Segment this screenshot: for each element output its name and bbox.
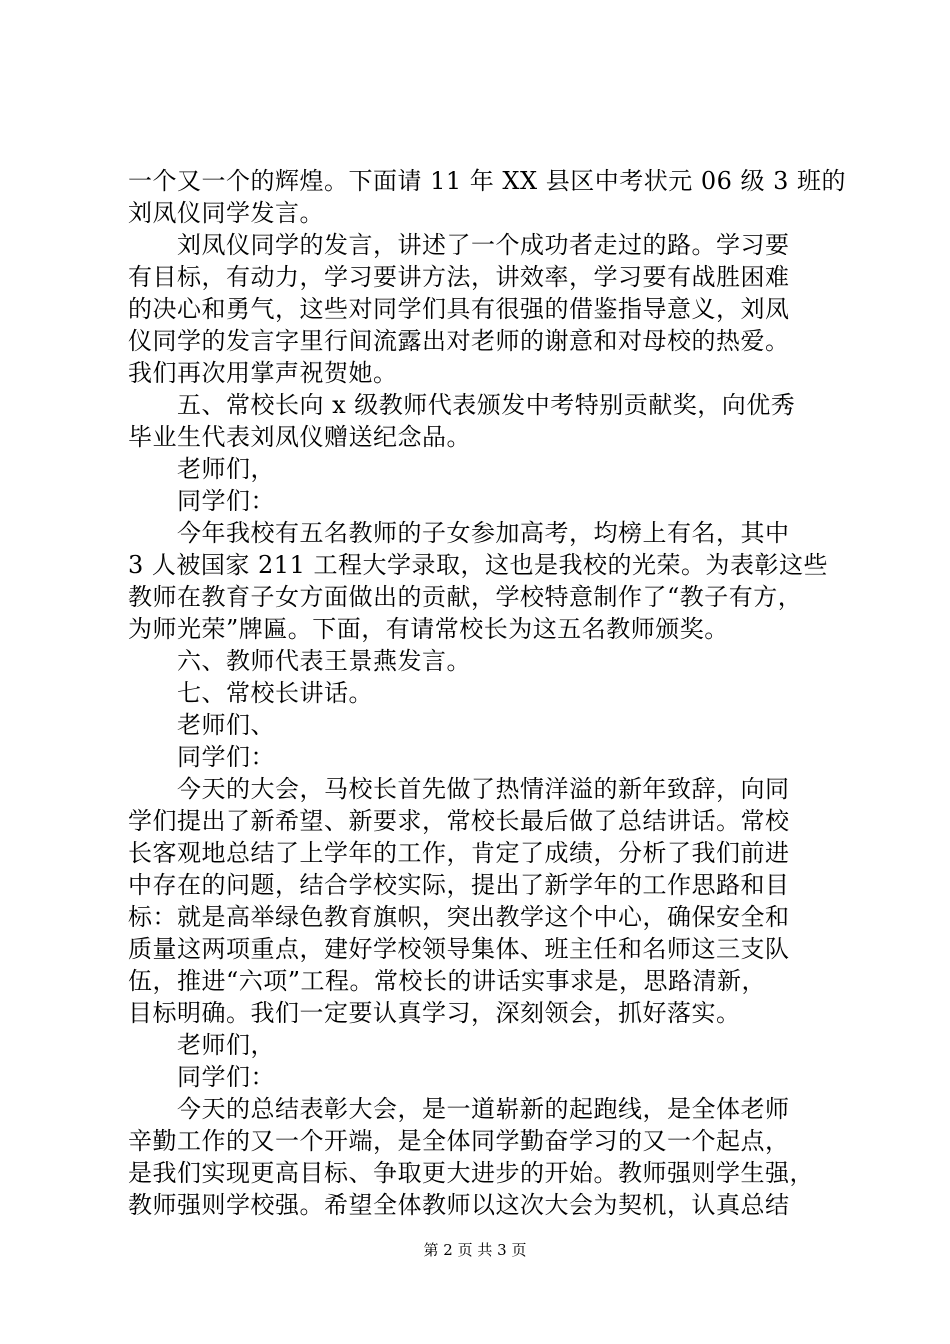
text-line: 质量这两项重点，建好学校领导集体、班主任和名师这三支队	[128, 935, 790, 963]
text-line: 仪同学的发言字里行间流露出对老师的谢意和对母校的热爱。	[128, 327, 790, 355]
text-line: 有目标，有动力，学习要讲方法，讲效率，学习要有战胜困难	[128, 263, 790, 291]
body-text	[128, 165, 847, 1221]
text-line: 今天的总结表彰大会，是一道崭新的起跑线，是全体老师	[128, 1095, 790, 1123]
text-line: 3 人被国家 211 工程大学录取，这也是我校的光荣。为表彰这些	[128, 551, 828, 579]
text-line: 今年我校有五名教师的子女参加高考，均榜上有名，其中	[128, 519, 790, 547]
text-line: 的决心和勇气，这些对同学们具有很强的借鉴指导意义，刘凤	[128, 295, 790, 323]
text-line: 伍，推进“六项”工程。常校长的讲话实事求是，思路清新，	[128, 967, 767, 995]
text-line: 七、常校长讲话。	[128, 679, 373, 707]
text-line: 是我们实现更高目标、争取更大进步的开始。教师强则学生强，	[128, 1159, 814, 1187]
text-line: 老师们，	[128, 1031, 275, 1059]
text-line: 辛勤工作的又一个开端，是全体同学勤奋学习的又一个起点，	[128, 1127, 790, 1155]
text-line: 学们提出了新希望、新要求，常校长最后做了总结讲话。常校	[128, 807, 790, 835]
text-line: 刘凤仪同学发言。	[128, 199, 324, 227]
text-line: 中存在的问题，结合学校实际，提出了新学年的工作思路和目	[128, 871, 790, 899]
text-line: 今天的大会，马校长首先做了热情洋溢的新年致辞，向同	[128, 775, 790, 803]
text-line: 目标明确。我们一定要认真学习，深刻领会，抓好落实。	[128, 999, 741, 1027]
text-line: 教师强则学校强。希望全体教师以这次大会为契机，认真总结	[128, 1191, 790, 1219]
text-line: 教师在教育子女方面做出的贡献，学校特意制作了“教子有方，	[128, 583, 803, 611]
text-line: 老师们、	[128, 711, 275, 739]
text-line: 同学们：	[128, 1063, 275, 1091]
text-line: 六、教师代表王景燕发言。	[128, 647, 471, 675]
text-line: 刘凤仪同学的发言，讲述了一个成功者走过的路。学习要	[128, 231, 790, 259]
text-line: 老师们，	[128, 455, 275, 483]
text-line: 标：就是高举绿色教育旗帜，突出教学这个中心，确保安全和	[128, 903, 790, 931]
text-line: 长客观地总结了上学年的工作，肯定了成绩，分析了我们前进	[128, 839, 790, 867]
text-line: 同学们：	[128, 487, 275, 515]
text-line: 同学们：	[128, 743, 275, 771]
page-footer: 第 2 页 共 3 页	[423, 1241, 527, 1259]
text-line: 一个又一个的辉煌。下面请 11 年 XX 县区中考状元 06 级 3 班的	[128, 167, 847, 195]
text-line: 我们再次用掌声祝贺她。	[128, 359, 398, 387]
text-line: 为师光荣”牌匾。下面，有请常校长为这五名教师颁奖。	[128, 615, 729, 643]
text-line: 五、常校长向 x 级教师代表颁发中考特别贡献奖，向优秀	[128, 391, 796, 419]
text-line: 毕业生代表刘凤仪赠送纪念品。	[128, 423, 471, 451]
